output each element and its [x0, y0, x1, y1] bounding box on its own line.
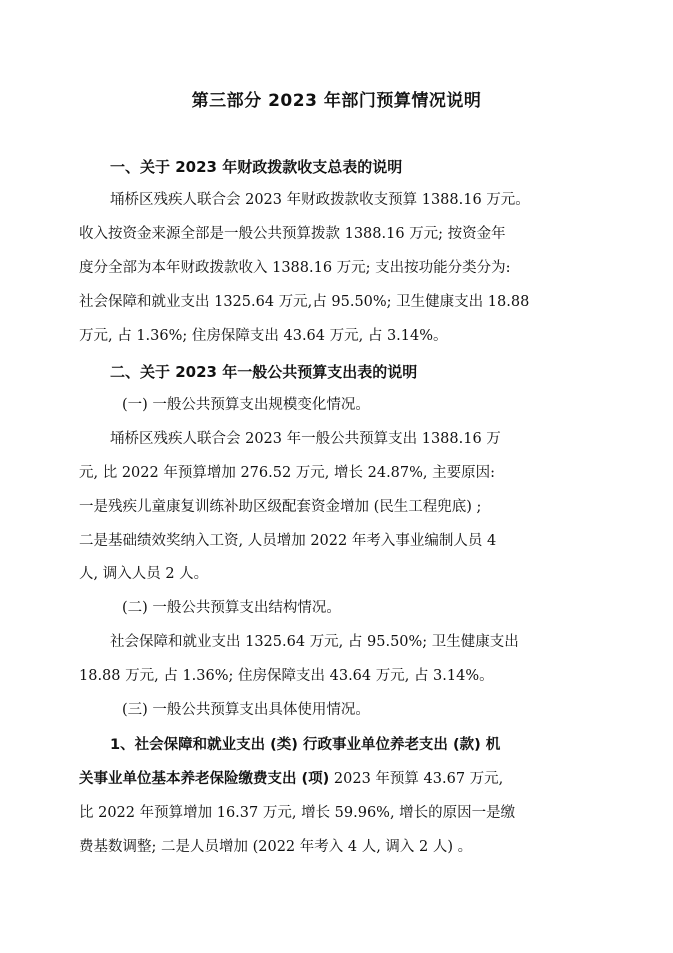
section1-line-5: 万元, 占 1.36%; 住房保障支出 43.64 万元, 占 3.14%。 — [79, 328, 448, 344]
section1-heading: 一、关于 2023 年财政拨款收支总表的说明 — [110, 158, 403, 176]
section1-line-3: 度分全部为本年财政拨款收入 1388.16 万元; 支出按功能分类分为: — [79, 260, 511, 276]
para1-line-1: 埇桥区残疾人联合会 2023 年一般公共预算支出 1388.16 万 — [110, 431, 501, 447]
subheading-1: (一) 一般公共预算支出规模变化情况。 — [122, 397, 370, 413]
page-title: 第三部分 2023 年部门预算情况说明 — [191, 91, 482, 111]
item1-line-2-rest: 2023 年预算 43.67 万元, — [329, 771, 504, 787]
item1-line-3: 比 2022 年预算增加 16.37 万元, 增长 59.96%, 增长的原因一是缴 — [79, 805, 516, 821]
item1-line-2-bold: 关事业单位基本养老保险缴费支出 (项) — [79, 771, 330, 787]
item1-line-4: 费基数调整; 二是人员增加 (2022 年考入 4 人, 调入 2 人) 。 — [79, 839, 473, 855]
subheading-3: (三) 一般公共预算支出具体使用情况。 — [122, 702, 370, 718]
para1-line-2: 元, 比 2022 年预算增加 276.52 万元, 增长 24.87%, 主要原因: — [79, 465, 496, 481]
section1-line-1: 埇桥区残疾人联合会 2023 年财政拨款收支预算 1388.16 万元。 — [110, 192, 530, 208]
para1-line-5: 人, 调入人员 2 人。 — [79, 566, 209, 582]
para1-line-3: 一是残疾儿童康复训练补助区级配套资金增加 (民生工程兜底) ; — [79, 499, 482, 515]
item1-line-2 — [79, 769, 503, 789]
section1-line-2: 收入按资金来源全部是一般公共预算拨款 1388.16 万元; 按资金年 — [79, 226, 506, 242]
para2-line-2: 18.88 万元, 占 1.36%; 住房保障支出 43.64 万元, 占 3.14%。 — [79, 668, 494, 684]
item1-bold-line: 1、社会保障和就业支出 (类) 行政事业单位养老支出 (款) 机 — [110, 737, 501, 753]
para1-line-4: 二是基础绩效奖纳入工资, 人员增加 2022 年考入事业编制人员 4 — [79, 533, 497, 549]
section2-heading: 二、关于 2023 年一般公共预算支出表的说明 — [110, 363, 418, 381]
subheading-2: (二) 一般公共预算支出结构情况。 — [122, 600, 341, 616]
section1-line-4: 社会保障和就业支出 1325.64 万元,占 95.50%; 卫生健康支出 18.88 — [79, 294, 530, 310]
para2-line-1: 社会保障和就业支出 1325.64 万元, 占 95.50%; 卫生健康支出 — [110, 634, 519, 650]
